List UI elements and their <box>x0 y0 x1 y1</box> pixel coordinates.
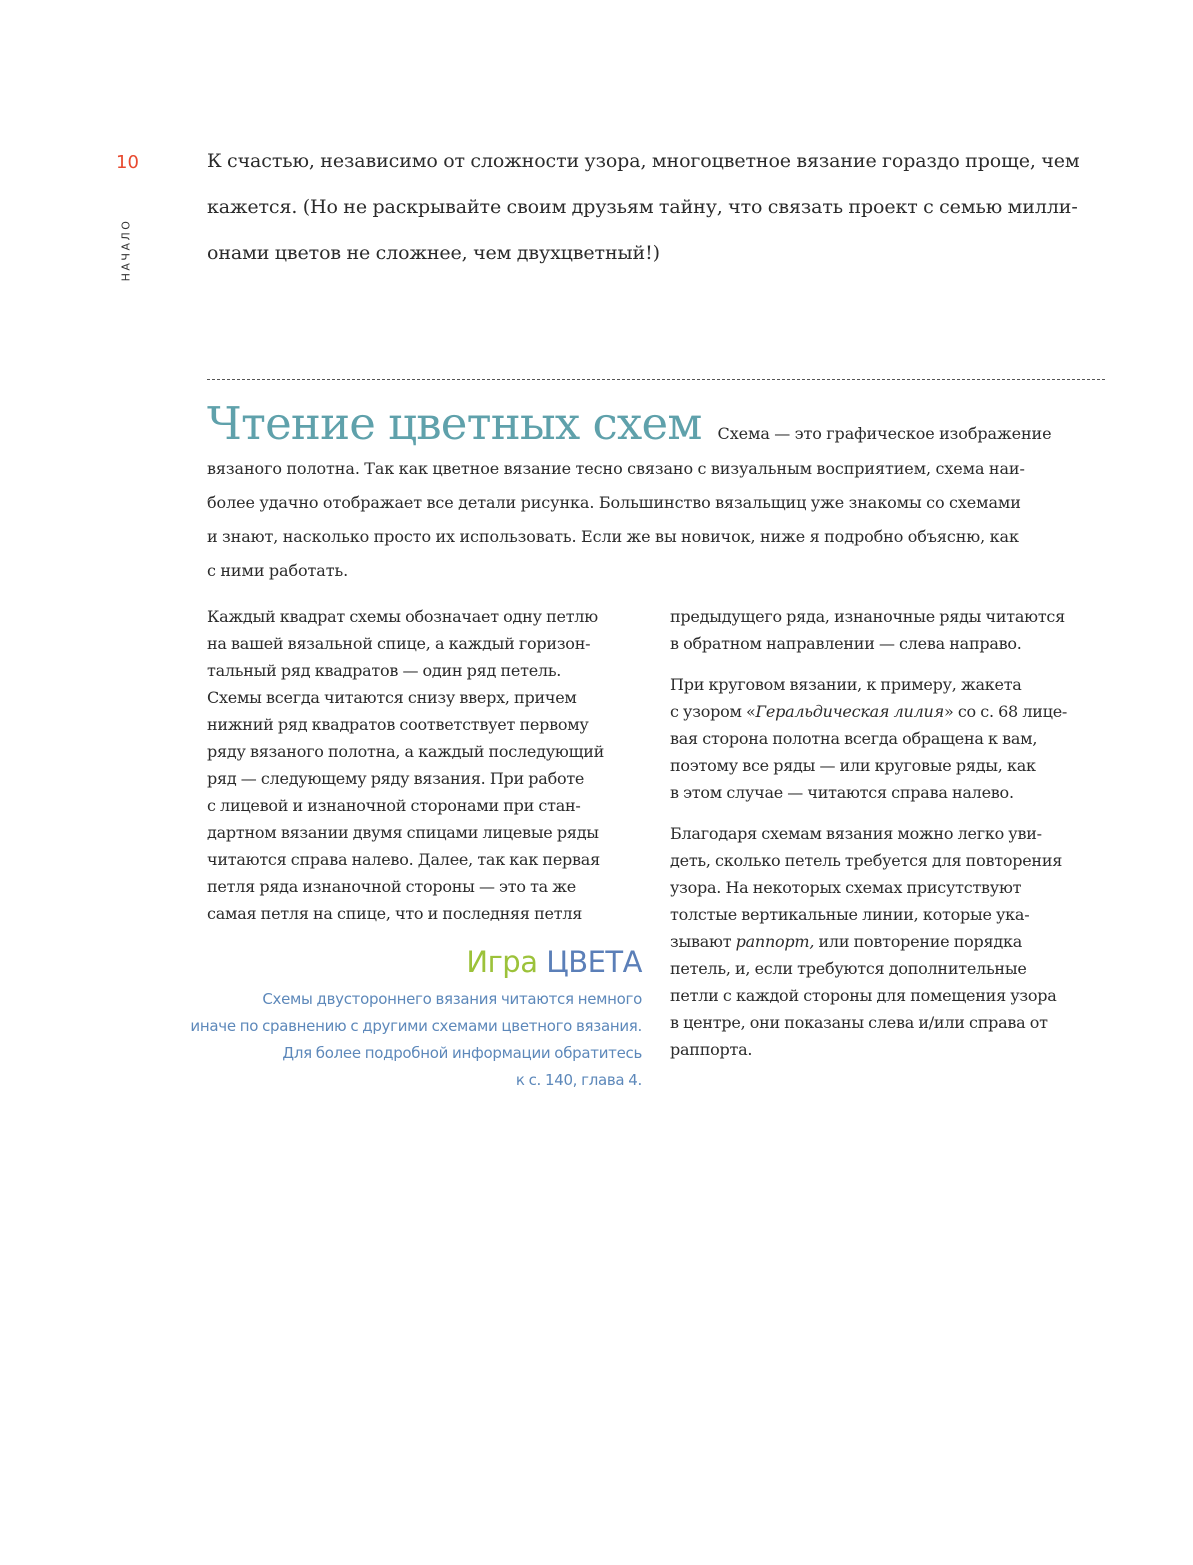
left-column <box>207 603 647 941</box>
text-line: с лицевой и изнаночной сторонами при стан- <box>207 796 581 815</box>
section-lead-line: с ними работать. <box>207 561 349 580</box>
italic-term: раппорт, <box>735 932 815 951</box>
page-number: 10 <box>116 152 139 173</box>
color-play-sidebar <box>130 942 642 1094</box>
text-line: тальный ряд квадратов — один ряд петель. <box>207 661 562 680</box>
right-paragraph-1 <box>670 603 1110 657</box>
intro-line: К счастью, независимо от сложности узора, многоцветное вязание гораздо проще, чем <box>207 150 1080 172</box>
text-line: деть, сколько петель требуется для повторения <box>670 851 1063 870</box>
right-paragraph-2 <box>670 671 1110 806</box>
text-line: с узором «Геральдическая лилия» со с. 68 лице- <box>670 702 1068 721</box>
text-line: нижний ряд квадратов соответствует первому <box>207 715 589 734</box>
text-line: в обратном направлении — слева направо. <box>670 634 1022 653</box>
text-line: самая петля на спице, что и последняя петля <box>207 904 583 923</box>
right-column <box>670 603 1110 1077</box>
text-line: в центре, они показаны слева и/или справа от <box>670 1013 1048 1032</box>
text-line: в этом случае — читаются справа налево. <box>670 783 1014 802</box>
left-paragraph <box>207 603 647 927</box>
section-intro <box>207 396 1107 588</box>
section-lead-line: вязаного полотна. Так как цветное вязание тесно связано с визуальным восприятием, схема наи- <box>207 459 1025 478</box>
intro-line: онами цветов не сложнее, чем двухцветный!) <box>207 242 660 264</box>
italic-term: Геральдическая лилия <box>755 702 944 721</box>
text-line: раппорта. <box>670 1040 753 1059</box>
text-line: читаются справа налево. Далее, так как первая <box>207 850 600 869</box>
sidebar-line: Схемы двустороннего вязания читаются немного <box>262 990 642 1008</box>
sidebar-line: Для более подробной информации обратитесь <box>282 1044 642 1062</box>
text-line: предыдущего ряда, изнаночные ряды читаются <box>670 607 1065 626</box>
section-lead-line: более удачно отображает все детали рисунка. Большинство вязальщиц уже знакомы со схемами <box>207 493 1021 512</box>
intro-line: кажется. (Но не раскрывайте своим друзьям тайну, что связать проект с семью милли- <box>207 196 1078 218</box>
text-line: толстые вертикальные линии, которые ука- <box>670 905 1030 924</box>
sidebar-title-word1: Игра <box>466 945 538 979</box>
dashed-divider <box>207 379 1105 380</box>
sidebar-title-word2: ЦВЕТА <box>546 945 642 979</box>
section-lead-first: Схема — это графическое изображение <box>717 424 1052 443</box>
text-line: Каждый квадрат схемы обозначает одну петлю <box>207 607 598 626</box>
section-title: Чтение цветных схем <box>207 397 702 450</box>
sidebar-text <box>130 986 642 1094</box>
text-line: Благодаря схемам вязания можно легко уви- <box>670 824 1042 843</box>
text-line: ряд — следующему ряду вязания. При работе <box>207 769 585 788</box>
text-line: поэтому все ряды — или круговые ряды, как <box>670 756 1036 775</box>
text-line: дартном вязании двумя спицами лицевые ряды <box>207 823 599 842</box>
sidebar-line: иначе по сравнению с другими схемами цветного вязания. <box>190 1017 642 1035</box>
section-lead-line: и знают, насколько просто их использовать. Если же вы новичок, ниже я подробно объясню, как <box>207 527 1019 546</box>
text-line: петель, и, если требуются дополнительные <box>670 959 1027 978</box>
right-paragraph-3 <box>670 820 1110 1063</box>
text-line: вая сторона полотна всегда обращена к вам, <box>670 729 1038 748</box>
section-label: НАЧАЛО <box>119 218 133 282</box>
text-line: При круговом вязании, к примеру, жакета <box>670 675 1022 694</box>
text-line: зывают раппорт, или повторение порядка <box>670 932 1022 951</box>
text-line: ряду вязаного полотна, а каждый последующий <box>207 742 605 761</box>
intro-paragraph <box>207 138 1112 276</box>
text-line: петли с каждой стороны для помещения узора <box>670 986 1057 1005</box>
text-line: Схемы всегда читаются снизу вверх, причем <box>207 688 577 707</box>
text-line: узора. На некоторых схемах присутствуют <box>670 878 1022 897</box>
sidebar-line: к с. 140, глава 4. <box>515 1071 642 1089</box>
sidebar-title <box>130 942 642 982</box>
text-line: на вашей вязальной спице, а каждый горизон- <box>207 634 591 653</box>
text-line: петля ряда изнаночной стороны — это та же <box>207 877 576 896</box>
